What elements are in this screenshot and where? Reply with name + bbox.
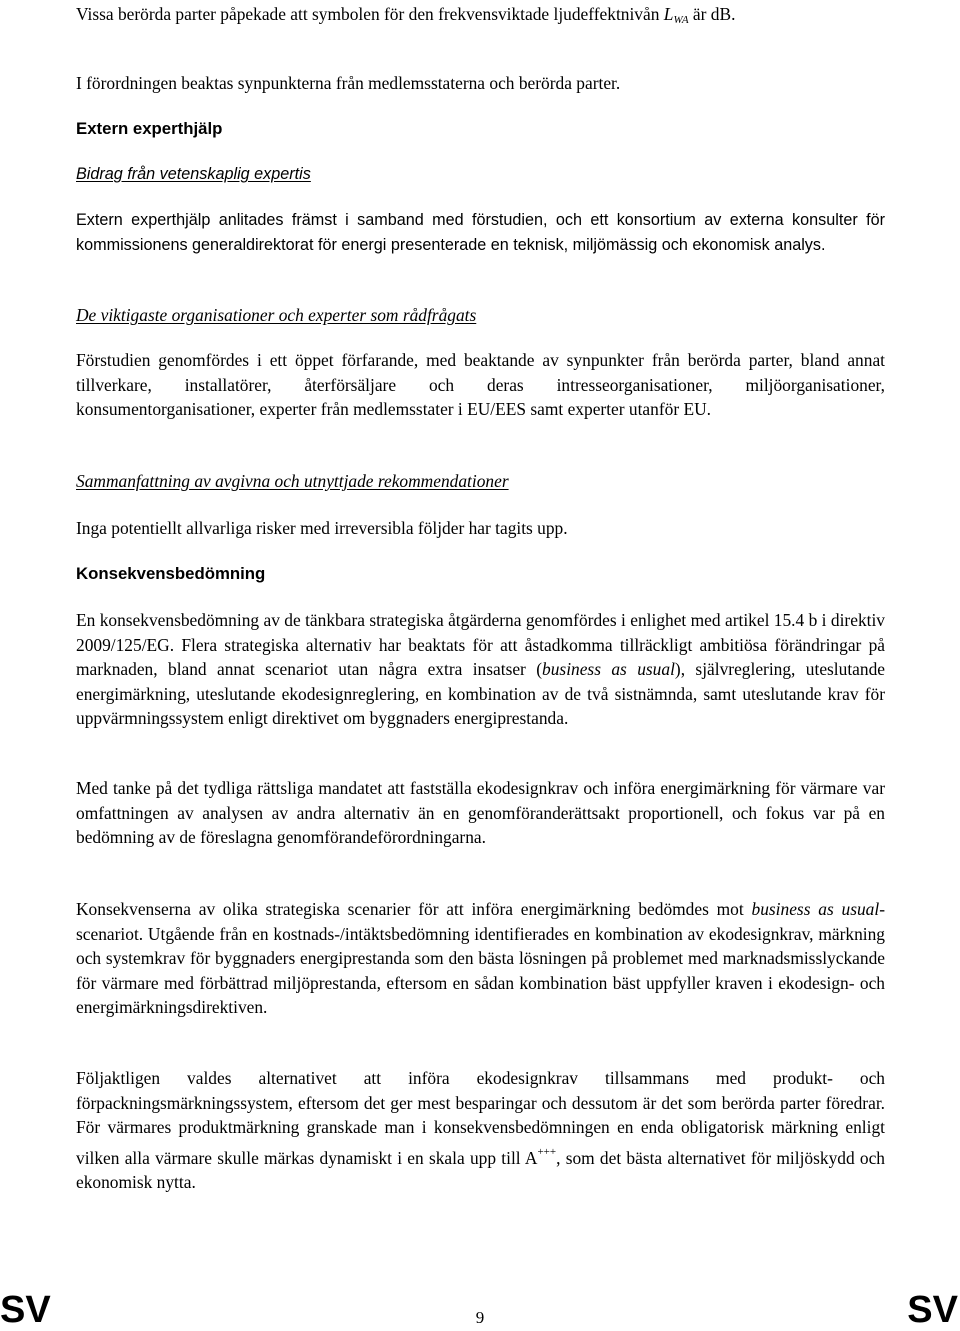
- italic-term: business as usual: [542, 659, 675, 679]
- italic-term: business as usual: [751, 899, 880, 919]
- text-span: Vissa berörda parter påpekade att symbolen för den frekvensviktade ljudeffektnivån: [76, 4, 664, 24]
- text-span: Följaktligen valdes alternativet att införa ekodesignkrav tillsammans med produkt- och förpackningsmärkningssystem, eftersom det ger mest besparingar och dessutom är det som berörda parter föredrar. För värmares produktmärkning granskade man i konsekvensbedömningen en enda obligatorisk märkning enligt vilken alla värmare skulle märkas dynamiskt i en skala upp till A: [76, 1068, 885, 1168]
- text-span: , som det bästa alternativet för miljöskydd och ekonomisk nytta.: [76, 1147, 886, 1192]
- paragraph-ordinance-note: I förordningen beaktas synpunkterna från medlemsstaterna och berörda parter.: [76, 73, 621, 93]
- text-span: En konsekvensbedömning av de tänkbara strategiska åtgärderna genomfördes i enlighet med artikel 15.4 b i direktiv 2009/125/EG. Flera strategiska alternativ har beaktats för att åstadkomma tillräckligt ambitiösa förändringar på marknaden, bland annat scenariot utan några extra insatser (: [76, 610, 885, 679]
- page-number: 9: [475, 1308, 485, 1327]
- paragraph-konsekvenserna: [76, 897, 885, 1020]
- paragraph-med-tanke: Med tanke på det tydliga rättsliga mandatet att fastställa ekodesignkrav och införa energimärkning för värmare var omfattningen av analysen av andra alternativ än en genomföranderättsakt proportionell, och fokus var på en bedömning av de föreslagna genomförandeförordningarna.: [76, 778, 885, 847]
- footer-language-left: SV: [0, 1289, 51, 1331]
- heading-extern-experthjalp: Extern experthjälp: [76, 119, 223, 138]
- footer-language-right: SV: [907, 1289, 958, 1331]
- heading-konsekvensbedomning: Konsekvensbedömning: [76, 564, 266, 583]
- text-span: ), självreglering, uteslutande energimärkning, uteslutande ekodesignreglering, en kombination av de två sistnämnda, samt uteslutande krav för uppvärmningssystem enligt direktivet om byggnaders energiprestanda.: [76, 659, 885, 728]
- paragraph-inga-risker: Inga potentiellt allvarliga risker med irreversibla följder har tagits upp.: [76, 518, 568, 538]
- paragraph-foljaktligen: [76, 1066, 885, 1195]
- paragraph-konsekvensbedomning: [76, 608, 885, 731]
- heading-bidrag: Bidrag från vetenskaplig expertis: [76, 165, 311, 183]
- text-span: är dB.: [688, 4, 736, 24]
- paragraph-forstudien: Förstudien genomfördes i ett öppet förfarande, med beaktande av synpunkter från berörda parter, bland annat tillverkare, installatörer, återförsäljare och deras intresseorganisationer, miljöorganisationer, konsumentorganisationer, experter från medlemsstater i EU/EES samt experter utanför EU.: [76, 350, 885, 419]
- symbol-l: L: [663, 4, 674, 24]
- superscript-plus: +++: [537, 1145, 557, 1158]
- symbol-subscript: WA: [673, 14, 689, 26]
- text-span: -scenariot. Utgående från en kostnads-/intäktsbedömning identifierades en kombination av ekodesignkrav, märkning och systemkrav för byggnaders energiprestanda som den bästa lösningen på problemet med marknadsmisslyckande för värmare med förbättrad miljöprestanda, eftersom en sådan kombination bäst uppfyller kraven i ekodesign- och energimärkningsdirektiven.: [76, 899, 885, 1017]
- heading-sammanfattning: Sammanfattning av avgivna och utnyttjade rekommendationer: [76, 471, 509, 491]
- paragraph-extern-experthjalp: Extern experthjälp anlitades främst i samband med förstudien, och ett konsortium av externa konsulter för kommissionens generaldirektorat för energi presenterade en teknisk, miljömässig och ekonomisk analys.: [76, 211, 885, 254]
- paragraph-symbol-note: [76, 2, 885, 33]
- heading-viktigaste-organisationer: De viktigaste organisationer och experter som rådfrågats: [76, 305, 477, 325]
- text-span: Konsekvenserna av olika strategiska scenarier för att införa energimärkning bedömdes mot: [76, 899, 752, 919]
